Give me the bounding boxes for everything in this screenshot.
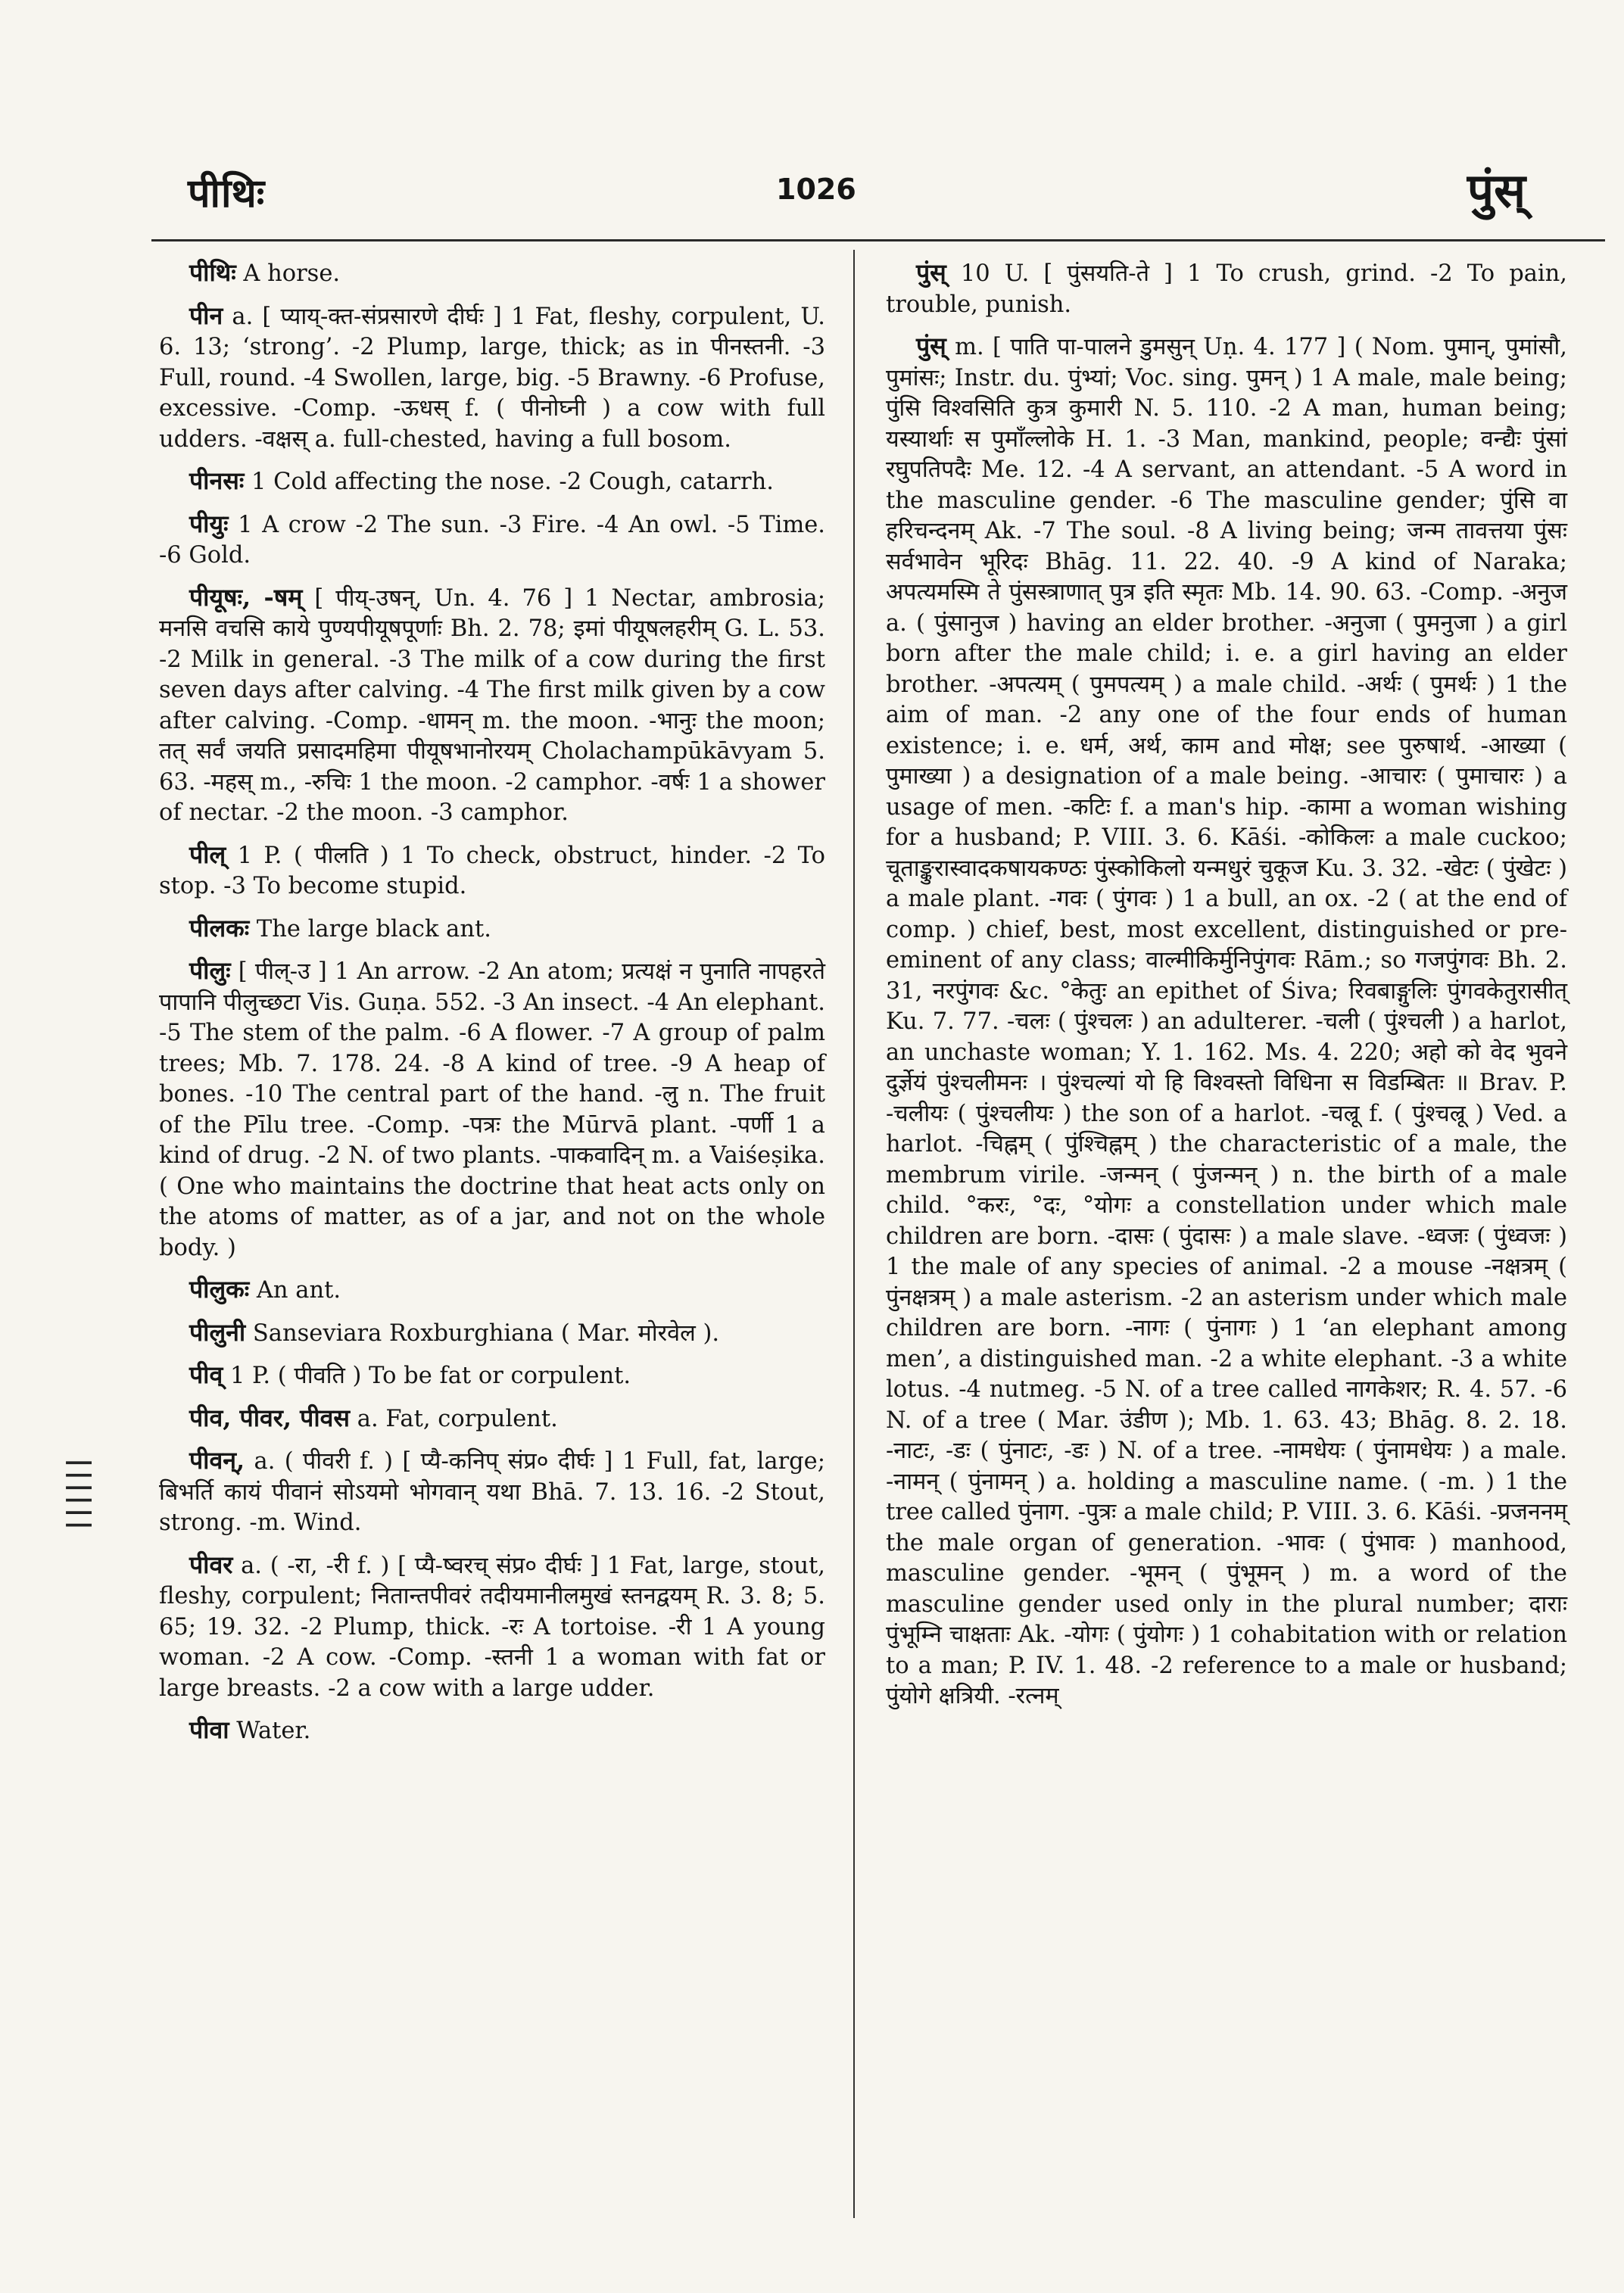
entry-headword: पीलुः	[189, 956, 231, 985]
dictionary-entry	[886, 331, 1567, 1712]
dictionary-entry	[159, 1360, 825, 1392]
column-divider	[853, 250, 855, 2218]
page-number: 1026	[776, 173, 856, 206]
entry-definition: a. ( -रा, -री f. ) [ प्यै-ष्वरच् संप्र० दीर्घः ] 1 Fat, large, stout, fleshy, corpulent; नितान्तपीवरं तदीयमानीलमुखं स्तनद्वयम् R. 3. 8; 5. 65; 19. 32. -2 Plump, thick. -रः A tortoise. -री 1 A young woman. -2 A cow. -Comp. -स्तनी 1 a woman with fat or large breasts. -2 a cow with a large udder.	[159, 1552, 825, 1702]
dictionary-entry	[159, 1274, 825, 1307]
dictionary-entry	[159, 1317, 825, 1350]
entry-definition: Sanseviara Roxburghiana ( Mar. मोरवेल ).	[245, 1319, 720, 1347]
entry-headword: पीव्	[189, 1360, 223, 1389]
entry-headword: पीलुकः	[189, 1275, 250, 1304]
dictionary-entry	[159, 1550, 825, 1705]
entry-definition: 1 A crow -2 The sun. -3 Fire. -4 An owl. -5 Time. -6 Gold.	[159, 511, 825, 569]
entry-headword: पील्	[189, 840, 226, 869]
right-running-headword: पुंस्	[1467, 163, 1526, 218]
margin-mark: ||||||	[65, 1455, 95, 1530]
entry-headword: पीवा	[189, 1715, 229, 1744]
entry-definition: 1 P. ( पीवति ) To be fat or corpulent.	[223, 1363, 631, 1389]
entry-definition: An ant.	[249, 1277, 341, 1304]
entry-definition: m. [ पाति पा-पालने डुमसुन् Uṇ. 4. 177 ] ( Nom. पुमान्, पुमांसौ, पुमांसः; Instr. du. पुंभ्यां; Voc. sing. पुमन् ) 1 A male, male being; पुंसि विश्वसिति कुत्र कुमारी N. 5. 110. -2 A man, human being; यस्यार्थाः स पुमाँल्लोके H. 1. -3 Man, mankind, people; वन्द्यैः पुंसां रघुपतिपदैः Me. 12. -4 A servant, an attendant. -5 A word in the masculine gender. -6 The masculine gender; पुंसि वा हरिचन्दनम् Ak. -7 The soul. -8 A living being; जन्म तावत्तया पुंसः सर्वभावेन भूरिदः Bhāg. 11. 22. 40. -9 A kind of Naraka; अपत्यमस्मि ते पुंसस्त्राणात् पुत्र इति स्मृतः Mb. 14. 90. 63. -Comp. -अनुज a. ( पुंसानुज ) having an elder brother. -अनुजा ( पुमनुजा ) a girl born after the male child; i. e. a girl having an elder brother. -अपत्यम् ( पुमपत्यम् ) a male child. -अर्थः ( पुमर्थः ) 1 the aim of man. -2 any one of the four ends of human existence; i. e. धर्म, अर्थ, काम and मोक्ष; see पुरुषार्थ. -आख्या ( पुमाख्या ) a designation of a male being. -आचारः ( पुमाचारः ) a usage of men. -कटिः f. a man's hip. -कामा a woman wishing for a husband; P. VIII. 3. 6. Kāśi. -कोकिलः a male cuckoo; चूताङ्कुरास्वादकषायकण्ठः पुंस्कोकिलो यन्मधुरं चुकूज Ku. 3. 32. -खेटः ( पुंखेटः ) a male plant. -गवः ( पुंगवः ) 1 a bull, an ox. -2 ( at the end of comp. ) chief, best, most excellent, distinguished or pre-eminent of any class; वाल्मीकिर्मुनिपुंगवः Rām.; so गजपुंगवः Bh. 2. 31, नरपुंगवः &c. °केतुः an epithet of Śiva; रिवबाङ्गुलिः पुंगवकेतुरासीत् Ku. 7. 77. -चलः ( पुंश्चलः ) an adulterer. -चली ( पुंश्चली ) a harlot, an unchaste woman; Y. 1. 162. Ms. 4. 220; अहो को वेद भुवने दुर्ज्ञेयं पुंश्चलीमनः । पुंश्चल्यां यो हि विश्वस्तो विधिना स विडम्बितः ॥ Brav. P. -चलीयः ( पुंश्चलीयः ) the son of a harlot. -चल्रू f. ( पुंश्चल्रू ) Ved. a harlot. -चिह्नम् ( पुंश्चिह्नम् ) the characteristic of a male, the membrum virile. -जन्मन् ( पुंजन्मन् ) n. the birth of a male child. °करः, °दः, °योगः a constellation under which male children are born. -दासः ( पुंदासः ) a male slave. -ध्वजः ( पुंध्वजः ) 1 the male of any species of animal. -2 a mouse -नक्षत्रम् ( पुंनक्षत्रम् ) a male asterism. -2 an asterism under which male children are born. -नागः ( पुंनागः ) 1 ‘an elephant among men’, a distinguished man. -2 a white elephant. -3 a white lotus. -4 nutmeg. -5 N. of a tree called नागकेशर; R. 4. 57. -6 N. of a tree ( Mar. उंडीण ); Mb. 1. 63. 43; Bhāg. 8. 2. 18. -नाटः, -डः ( पुंनाटः, -डः ) N. of a tree. -नामधेयः ( पुंनामधेयः ) a male. -नामन् ( पुंनामन् ) a. holding a masculine name. ( -m. ) 1 the tree called पुंनाग. -पुत्रः a male child; P. VIII. 3. 6. Kāśi. -प्रजननम् the male organ of generation. -भावः ( पुंभावः ) manhood, masculine gender. -भूमन् ( पुंभूमन् ) m. a word of the masculine gender used only in the plural number; दाराः पुंभूम्नि चाक्षताः Ak. -योगः ( पुंयोगः ) 1 cohabitation with or relation to a man; P. IV. 1. 48. -2 reference to a male or husband; पुंयोगे क्षत्रियी. -रत्नम्	[886, 334, 1567, 1709]
page-header	[0, 0, 1624, 250]
dictionary-entry	[159, 509, 825, 572]
entry-headword: पीव, पीवर, पीवस	[189, 1403, 351, 1432]
entry-headword: पीन	[189, 301, 223, 330]
right-column	[886, 257, 1567, 1723]
dictionary-entry	[159, 301, 825, 456]
entry-headword: पीयूषः, -षम्	[189, 582, 303, 612]
entry-headword: पीवन्,	[189, 1446, 245, 1475]
entry-definition: a. ( पीवरी f. ) [ प्यै-कनिप् संप्र० दीर्घः ] 1 Full, fat, large; बिभर्ति कायं पीवानं सोऽयमो भोगवान् यथा Bhā. 7. 13. 16. -2 Stout, strong. -m. Wind.	[159, 1448, 825, 1536]
dictionary-entry	[159, 1445, 825, 1539]
dictionary-entry	[159, 1403, 825, 1435]
header-rule	[151, 239, 1605, 241]
entry-definition: a. [ प्याय्-क्त-संप्रसारणे दीर्घः ] 1 Fat, fleshy, corpulent, U. 6. 13; ‘strong’. -2 Plump, large, thick; as in पीनस्तनी. -3 Full, round. -4 Swollen, large, big. -5 Brawny. -6 Profuse, excessive. -Comp. -ऊधस् f. ( पीनोघ्नी ) a cow with full udders. -वक्षस् a. full-chested, having a full bosom.	[159, 303, 825, 453]
entry-headword: पीवर	[189, 1550, 233, 1579]
left-column	[159, 257, 825, 1758]
entry-definition: 10 U. [ पुंसयति-ते ] 1 To crush, grind. -2 To pain, trouble, punish.	[886, 260, 1567, 318]
entry-definition: The large black ant.	[249, 915, 491, 942]
left-running-headword: पीथिः	[188, 170, 266, 217]
entry-headword: पुंस्	[916, 332, 946, 360]
dictionary-entry	[159, 257, 825, 290]
entry-headword: पीथिः	[189, 258, 236, 287]
dictionary-entry	[886, 257, 1567, 320]
dictionary-entry	[159, 840, 825, 902]
dictionary-entry	[159, 1715, 825, 1747]
entry-definition: 1 Cold affecting the nose. -2 Cough, catarrh.	[244, 469, 774, 495]
entry-headword: पीनसः	[189, 466, 245, 495]
dictionary-entry	[159, 582, 825, 829]
entry-definition: [ पील्-उ ] 1 An arrow. -2 An atom; प्रत्यक्षं न पुनाति नापहरते पापानि पीलुच्छटा Vis. Guṇa. 552. -3 An insect. -4 An elephant. -5 The stem of the palm. -6 A flower. -7 A group of palm trees; Mb. 7. 178. 24. -8 A kind of tree. -9 A heap of bones. -10 The central part of the hand. -लु n. The fruit of the Pīlu tree. -Comp. -पत्रः the Mūrvā plant. -पर्णी 1 a kind of drug. -2 N. of two plants. -पाकवादिन् m. a Vaiśeṣika. ( One who maintains the doctrine that heat acts only on the atoms of matter, as of a jar, and not on the whole body. )	[159, 958, 825, 1261]
entry-definition: A horse.	[235, 260, 341, 287]
entry-headword: पुंस्	[916, 258, 946, 287]
dictionary-entry	[159, 955, 825, 1263]
entry-definition: [ पीय्-उषन्, Un. 4. 76 ] 1 Nectar, ambrosia; मनसि वचसि काये पुण्यपीयूषपूर्णाः Bh. 2. 78; इमां पीयूषलहरीम् G. L. 53. -2 Milk in general. -3 The milk of a cow during the first seven days after calving. -4 The first milk given by a cow after calving. -Comp. -धामन् m. the moon. -भानुः the moon; तत् सर्वं जयति प्रसादमहिमा पीयूषभानोरयम् Cholachampūkāvyam 5. 63. -महस् m., -रुचिः 1 the moon. -2 camphor. -वर्षः 1 a shower of nectar. -2 the moon. -3 camphor.	[159, 584, 826, 826]
entry-definition: Water.	[229, 1718, 311, 1744]
entry-headword: पीलुनी	[189, 1317, 246, 1347]
entry-headword: पीयुः	[189, 509, 229, 538]
dictionary-entry	[159, 466, 825, 498]
entry-definition: 1 P. ( पीलति ) 1 To check, obstruct, hinder. -2 To stop. -3 To become stupid.	[159, 842, 825, 899]
dictionary-entry	[159, 913, 825, 946]
entry-headword: पीलकः	[189, 913, 250, 942]
entry-definition: a. Fat, corpulent.	[350, 1405, 558, 1432]
